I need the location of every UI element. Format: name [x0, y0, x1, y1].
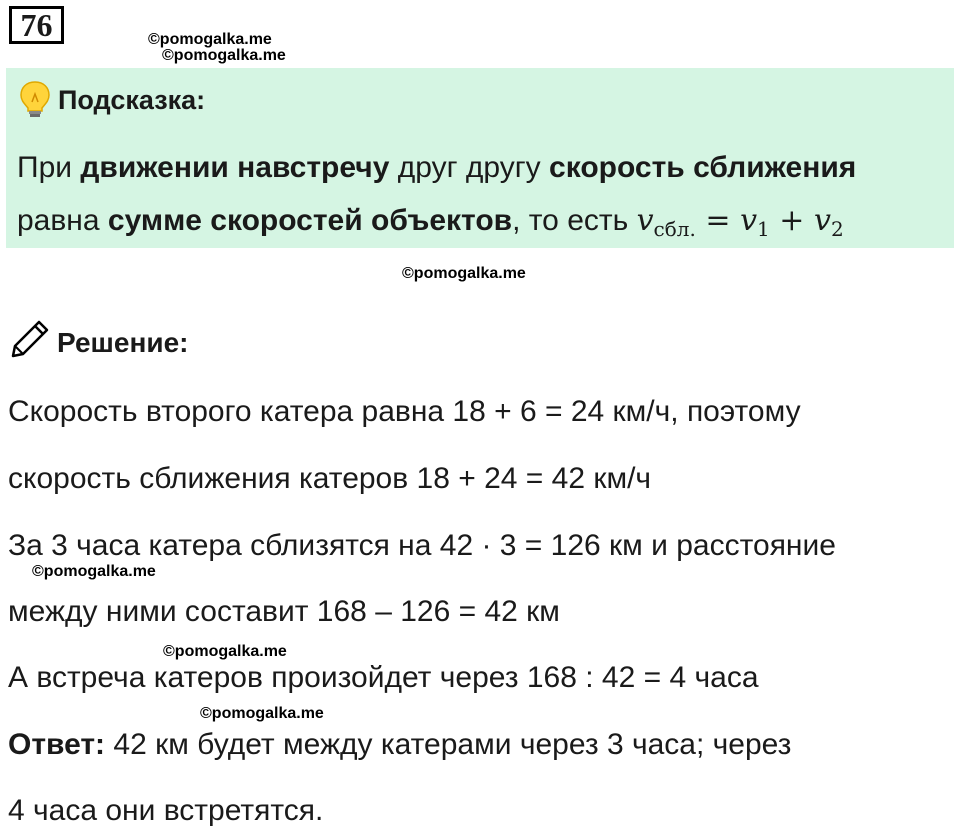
lightbulb-icon	[18, 80, 52, 120]
hint-line-1: При движении навстречу друг другу скорость сближения	[17, 151, 857, 184]
pencil-icon	[9, 318, 51, 360]
watermark: ©pomogalka.me	[32, 563, 156, 580]
solution-line: между ними составит 168 – 126 = 42 км	[8, 595, 560, 628]
solution-title: Решение:	[57, 327, 189, 358]
hint-title: Подсказка:	[58, 85, 206, 115]
solution-line: За 3 часа катера сблизятся на 42 · 3 = 126 км и расстояние	[8, 529, 836, 562]
watermark: ©pomogalka.me	[162, 47, 286, 64]
watermark: ©pomogalka.me	[402, 265, 526, 282]
solution-line: скорость сближения катеров 18 + 24 = 42 км/ч	[8, 462, 652, 495]
solution-line: Скорость второго катера равна 18 + 6 = 24 км/ч, поэтому	[8, 395, 801, 428]
watermark: ©pomogalka.me	[148, 31, 272, 48]
task-number: 76	[9, 6, 64, 44]
watermark: ©pomogalka.me	[163, 643, 287, 660]
watermark: ©pomogalka.me	[200, 705, 324, 722]
hint-line-2: равна сумме скоростей объектов, то есть $v_{сбл.} = v_1 + v_2$	[17, 203, 844, 241]
formula: $v_{сбл.} = v_1 + v_2$	[636, 203, 844, 241]
answer-line: Ответ: 42 км будет между катерами через 3 часа; через	[8, 728, 792, 761]
answer-label: Ответ:	[8, 728, 106, 761]
solution-line: А встреча катеров произойдет через 168 : 42 = 4 часа	[8, 661, 759, 694]
answer-line-2: 4 часа они встретятся.	[8, 794, 324, 827]
